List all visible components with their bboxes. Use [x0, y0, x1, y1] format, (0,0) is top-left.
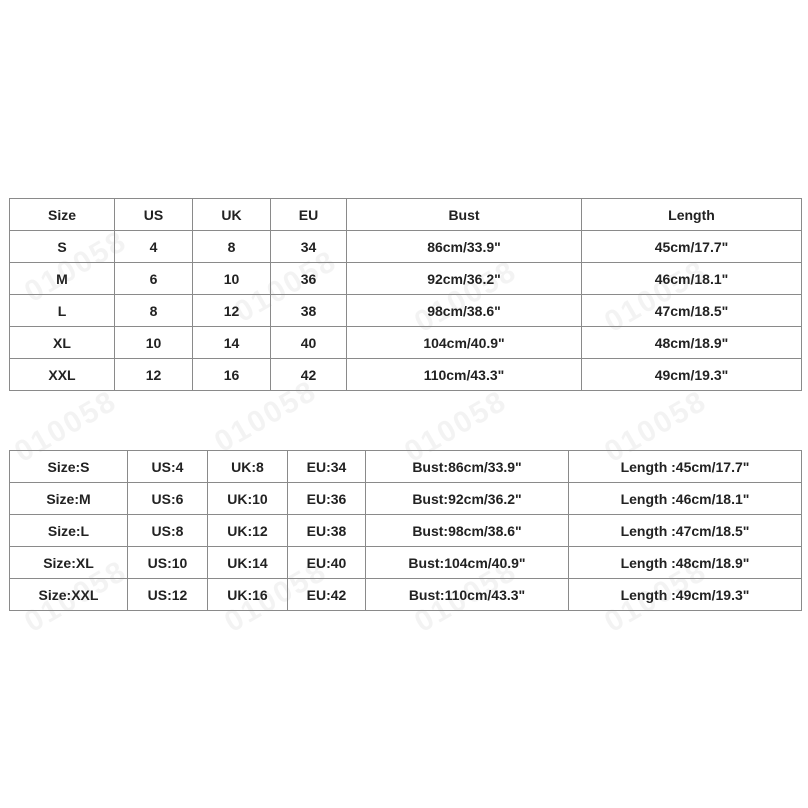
table-cell: US:12	[128, 579, 208, 611]
table-cell: EU:40	[288, 547, 366, 579]
table-row	[10, 579, 802, 611]
table-cell: XXL	[10, 359, 115, 391]
table-cell: US:4	[128, 451, 208, 483]
table-row	[10, 359, 802, 391]
table-cell: UK:8	[208, 451, 288, 483]
table-cell: 98cm/38.6"	[347, 295, 582, 327]
table-cell: US:6	[128, 483, 208, 515]
table-cell: Length :47cm/18.5"	[569, 515, 802, 547]
table-cell: S	[10, 231, 115, 263]
table-cell: 47cm/18.5"	[582, 295, 802, 327]
table-cell: Bust:92cm/36.2"	[366, 483, 569, 515]
table-row	[10, 547, 802, 579]
table-cell: 12	[115, 359, 193, 391]
table-cell: US:8	[128, 515, 208, 547]
table-row	[10, 231, 802, 263]
table-row	[10, 515, 802, 547]
table-row	[10, 483, 802, 515]
table-cell: Length :48cm/18.9"	[569, 547, 802, 579]
table-cell: UK:16	[208, 579, 288, 611]
table-cell: 8	[115, 295, 193, 327]
table-cell: L	[10, 295, 115, 327]
table-cell: 34	[271, 231, 347, 263]
table-cell: 4	[115, 231, 193, 263]
table-cell: M	[10, 263, 115, 295]
table-cell: 38	[271, 295, 347, 327]
column-header: Size	[10, 199, 115, 231]
table-cell: 36	[271, 263, 347, 295]
column-header: Length	[582, 199, 802, 231]
table-row	[10, 327, 802, 359]
table-cell: 48cm/18.9"	[582, 327, 802, 359]
table-cell: Bust:86cm/33.9"	[366, 451, 569, 483]
table-cell: XL	[10, 327, 115, 359]
table-cell: 8	[193, 231, 271, 263]
column-header: EU	[271, 199, 347, 231]
size-chart-table	[9, 198, 802, 391]
table-cell: Bust:98cm/38.6"	[366, 515, 569, 547]
column-header: Bust	[347, 199, 582, 231]
table-cell: 10	[115, 327, 193, 359]
table-row	[10, 263, 802, 295]
table-cell: Bust:104cm/40.9"	[366, 547, 569, 579]
table-cell: Bust:110cm/43.3"	[366, 579, 569, 611]
table-cell: 10	[193, 263, 271, 295]
column-header: US	[115, 199, 193, 231]
table-cell: 12	[193, 295, 271, 327]
table-cell: 45cm/17.7"	[582, 231, 802, 263]
table-cell: 104cm/40.9"	[347, 327, 582, 359]
table-cell: 42	[271, 359, 347, 391]
table-cell: UK:14	[208, 547, 288, 579]
column-header: UK	[193, 199, 271, 231]
table-cell: 86cm/33.9"	[347, 231, 582, 263]
labeled-size-chart-table	[9, 450, 802, 611]
table-cell: EU:34	[288, 451, 366, 483]
table-row	[10, 295, 802, 327]
table-cell: Length :46cm/18.1"	[569, 483, 802, 515]
table-cell: 49cm/19.3"	[582, 359, 802, 391]
table-cell: Size:L	[10, 515, 128, 547]
table-cell: Size:S	[10, 451, 128, 483]
table-cell: 92cm/36.2"	[347, 263, 582, 295]
table-cell: EU:42	[288, 579, 366, 611]
table-cell: EU:38	[288, 515, 366, 547]
table-cell: 40	[271, 327, 347, 359]
table-cell: 6	[115, 263, 193, 295]
table-cell: Size:XXL	[10, 579, 128, 611]
table-cell: Length :49cm/19.3"	[569, 579, 802, 611]
table-cell: UK:12	[208, 515, 288, 547]
table-row	[10, 451, 802, 483]
table-cell: Size:XL	[10, 547, 128, 579]
table-cell: Length :45cm/17.7"	[569, 451, 802, 483]
table-cell: 14	[193, 327, 271, 359]
table-cell: EU:36	[288, 483, 366, 515]
table-cell: 46cm/18.1"	[582, 263, 802, 295]
table-cell: UK:10	[208, 483, 288, 515]
table-cell: 16	[193, 359, 271, 391]
table-cell: 110cm/43.3"	[347, 359, 582, 391]
table-cell: Size:M	[10, 483, 128, 515]
table-cell: US:10	[128, 547, 208, 579]
table-header-row	[10, 199, 802, 231]
